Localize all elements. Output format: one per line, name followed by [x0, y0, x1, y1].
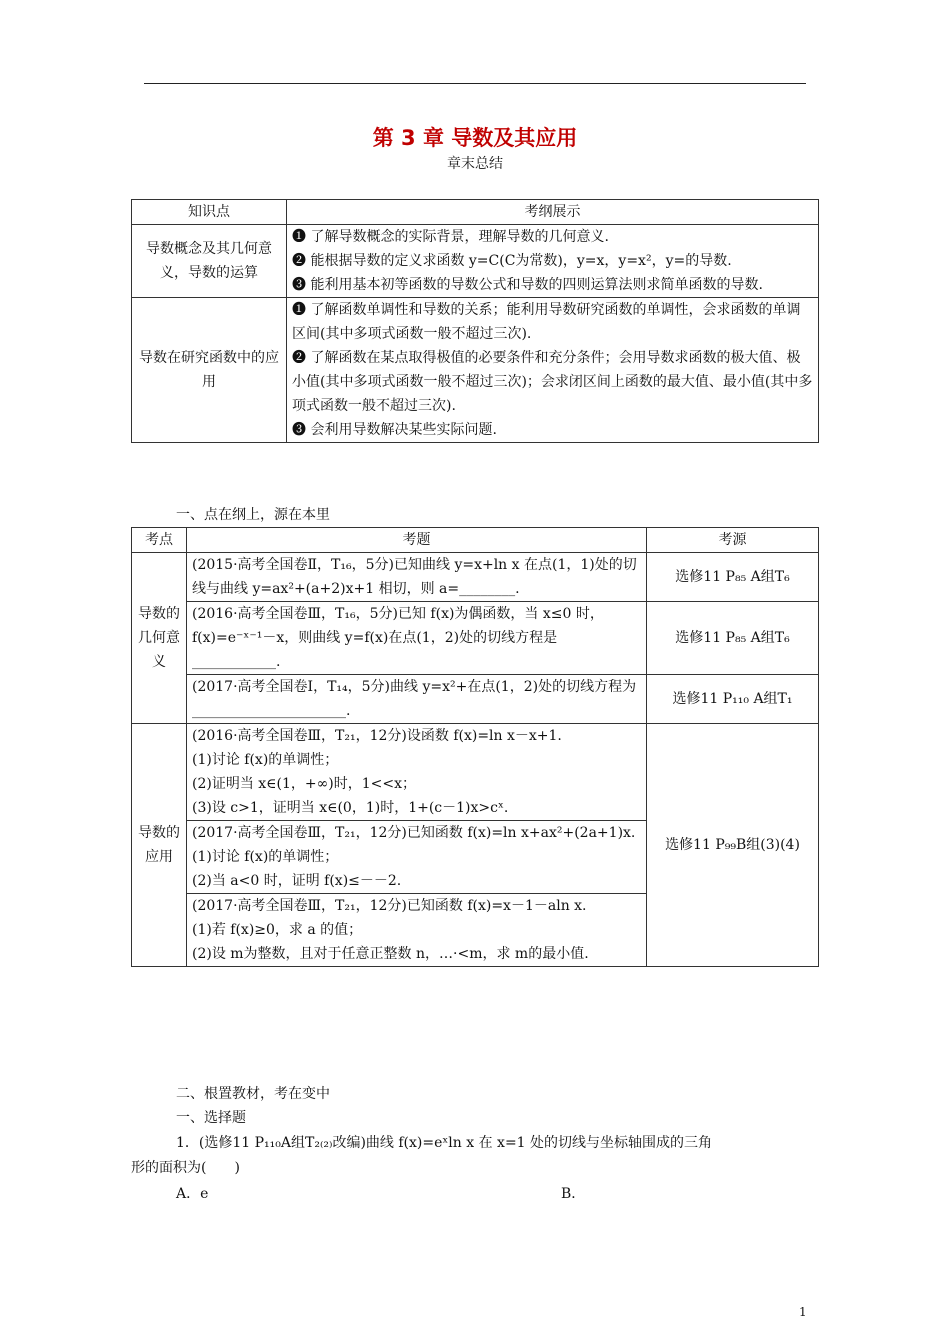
exam-question: (2017·高考全国卷Ⅲ，T₂₁，12分)已知函数 f(x)=ln x+ax²+(2a+1)x. (1)讨论 f(x)的单调性； (2)当 a<0 时，证明 f(x)≤－－2. [187, 821, 647, 894]
syllabus-table [131, 199, 819, 443]
table-row [132, 675, 819, 724]
section-heading: 一、点在纲上，源在本里 [176, 507, 330, 523]
knowledge-point: 导数概念及其几何意义，导数的运算 [132, 225, 287, 298]
question-line: 1．(选修11 P₁₁₀A组T₂₍₂₎改编)曲线 f(x)=eˣln x 在 x=1 处的切线与坐标轴围成的三角 [176, 1135, 713, 1151]
table-row [132, 602, 819, 675]
chapter-title: 第 3 章 导数及其应用 [372, 126, 578, 150]
exam-source: 选修11 P₉₉B组(3)(4) [647, 724, 819, 967]
syllabus-item: ❷ 了解函数在某点取得极值的必要条件和充分条件；会用导数求函数的极大值、极小值(其中多项式函数一般不超过三次)；会求闭区间上函数的最大值、最小值(其中多项式函数一般不超过三次). [292, 350, 813, 414]
header-syllabus: 考纲展示 [287, 200, 819, 225]
header-exam-point: 考点 [132, 528, 187, 553]
table-row [132, 298, 819, 443]
table-row [132, 553, 819, 602]
option-b: B． [561, 1186, 586, 1202]
exam-question: (2016·高考全国卷Ⅲ，T₁₆，5分)已知 f(x)为偶函数，当 x≤0 时，f(x)=e⁻ˣ⁻¹－x，则曲线 y=f(x)在点(1，2)处的切线方程是____________. [187, 602, 647, 675]
option-a: A．e [176, 1186, 209, 1202]
section-heading: 二、根置教材，考在变中 [176, 1086, 330, 1102]
exam-question: (2017·高考全国卷Ⅲ，T₂₁，12分)已知函数 f(x)=x－1－aln x. (1)若 f(x)≥0，求 a 的值； (2)设 m为整数，且对于任意正整数 n，…·<m，求 m的最小值. [187, 894, 647, 967]
exam-point: 导数的应用 [132, 724, 187, 967]
knowledge-point: 导数在研究函数中的应用 [132, 298, 287, 443]
syllabus-items [287, 298, 819, 443]
table-row [132, 724, 819, 821]
syllabus-item: ❷ 能根据导数的定义求函数 y=C(C为常数)，y=x，y=x²，y=的导数. [292, 253, 732, 269]
syllabus-item: ❶ 了解函数单调性和导数的关系；能利用导数研究函数的单调性，会求函数的单调区间(其中多项式函数一般不超过三次). [292, 302, 801, 342]
exam-question: (2017·高考全国卷Ⅰ，T₁₄，5分)曲线 y=x²+在点(1，2)处的切线方程为______________________. [187, 675, 647, 724]
syllabus-item: ❸ 会利用导数解决某些实际问题. [292, 422, 497, 438]
question-line: 形的面积为( ) [131, 1160, 240, 1176]
syllabus-items [287, 225, 819, 298]
exam-question: (2015·高考全国卷Ⅱ，T₁₆，5分)已知曲线 y=x+ln x 在点(1，1)处的切线与曲线 y=ax²+(a+2)x+1 相切，则 a=________. [187, 553, 647, 602]
subtitle: 章末总结 [447, 156, 503, 172]
header-rule [144, 83, 806, 84]
exam-question: (2016·高考全国卷Ⅲ，T₂₁，12分)设函数 f(x)=ln x－x+1. (1)讨论 f(x)的单调性； (2)证明当 x∈(1，+∞)时，1<<x； (3)设 c>1，证明当 x∈(0，1)时，1+(c－1)x>cˣ. [187, 724, 647, 821]
exam-source: 选修11 P₁₁₀ A组T₁ [647, 675, 819, 724]
page-number: 1 [799, 1305, 807, 1319]
header-exam-question: 考题 [187, 528, 647, 553]
section-subheading: 一、选择题 [176, 1110, 246, 1126]
exam-table [131, 527, 819, 967]
exam-source: 选修11 P₈₅ A组T₆ [647, 602, 819, 675]
syllabus-item: ❶ 了解导数概念的实际背景，理解导数的几何意义. [292, 229, 609, 245]
syllabus-item: ❸ 能利用基本初等函数的导数公式和导数的四则运算法则求简单函数的导数. [292, 277, 763, 293]
table-row [132, 225, 819, 298]
exam-source: 选修11 P₈₅ A组T₆ [647, 553, 819, 602]
exam-point: 导数的几何意义 [132, 553, 187, 724]
header-exam-source: 考源 [647, 528, 819, 553]
question-1 [131, 1131, 816, 1181]
header-knowledge-point: 知识点 [132, 200, 287, 225]
